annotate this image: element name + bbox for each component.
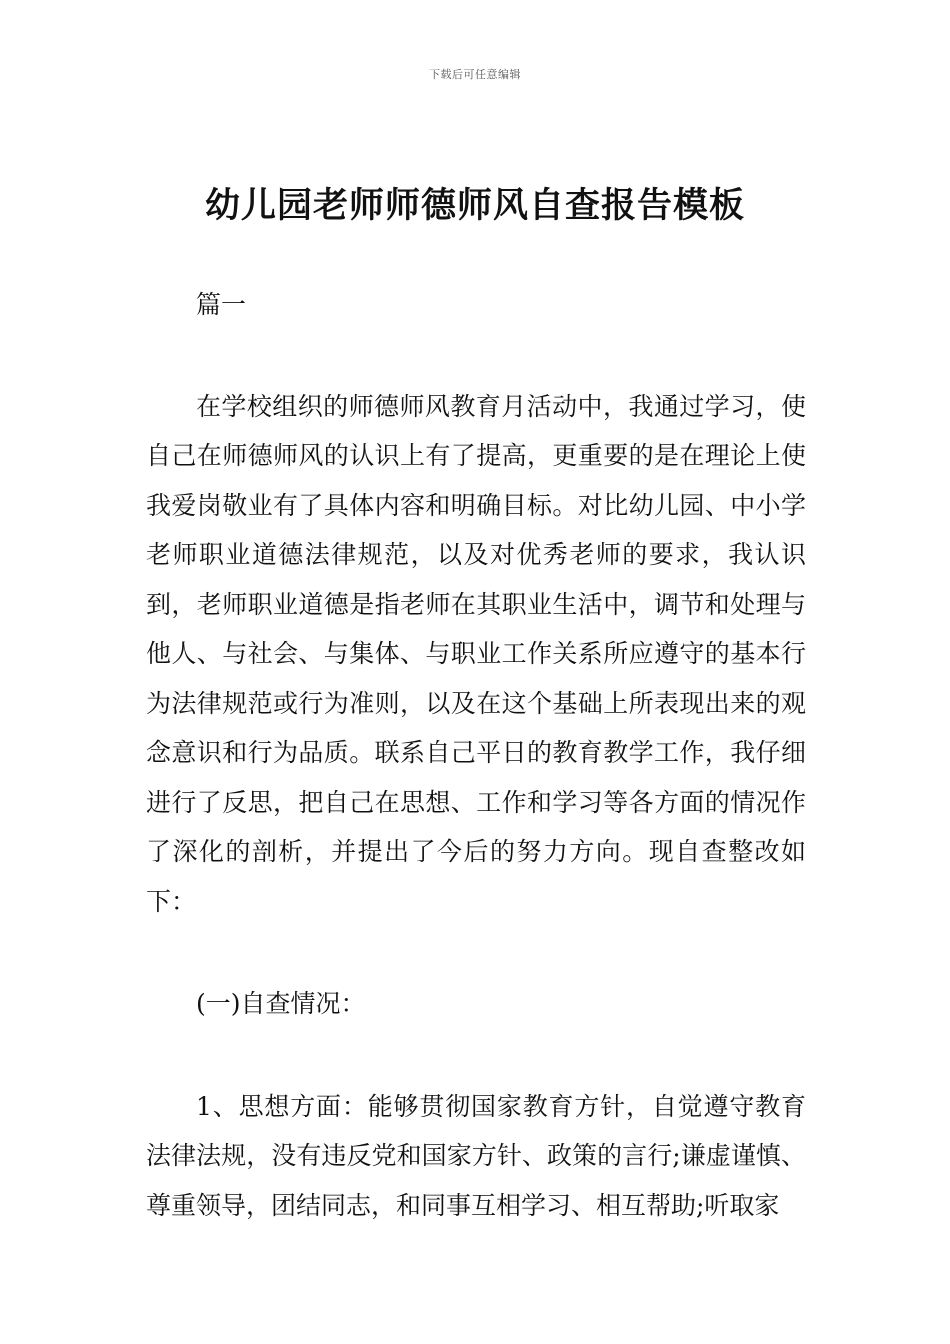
subheading-self-check: (一)自查情况： — [196, 989, 366, 1018]
spacer — [146, 330, 806, 382]
document-title: 幼儿园老师师德师风自查报告模板 — [204, 186, 745, 226]
header-note: 下载后可任意编辑 — [429, 68, 521, 81]
document-body — [146, 280, 806, 1230]
item1-paragraph: 1、思想方面：能够贯彻国家教育方针，自觉遵守教育法律法规，没有违反党和国家方针、政策的言行;谦虚谨慎、尊重领导，团结同志，和同事互相学习、相互帮助;听取家 — [146, 1091, 806, 1220]
spacer — [146, 1029, 806, 1082]
spacer — [146, 926, 806, 979]
intro-paragraph: 在学校组织的师德师风教育月活动中，我通过学习，使自己在师德师风的认识上有了提高，更重要的是在理论上使我爱岗敬业有了具体内容和明确目标。对比幼儿园、中小学老师职业道德法律规范，以及对优秀老师的要求，我认识到，老师职业道德是指老师在其职业生活中，调节和处理与他人、与社会、与集体、与职业工作关系所应遵守的基本行为法律规范或行为准则，以及在这个基础上所表现出来的观念意识和行为品质。联系自己平日的教育教学工作，我仔细进行了反思，把自己在思想、工作和学习等各方面的情况作了深化的剖析，并提出了今后的努力方向。现自查整改如下： — [146, 391, 806, 916]
section-label: 篇一 — [196, 290, 247, 319]
